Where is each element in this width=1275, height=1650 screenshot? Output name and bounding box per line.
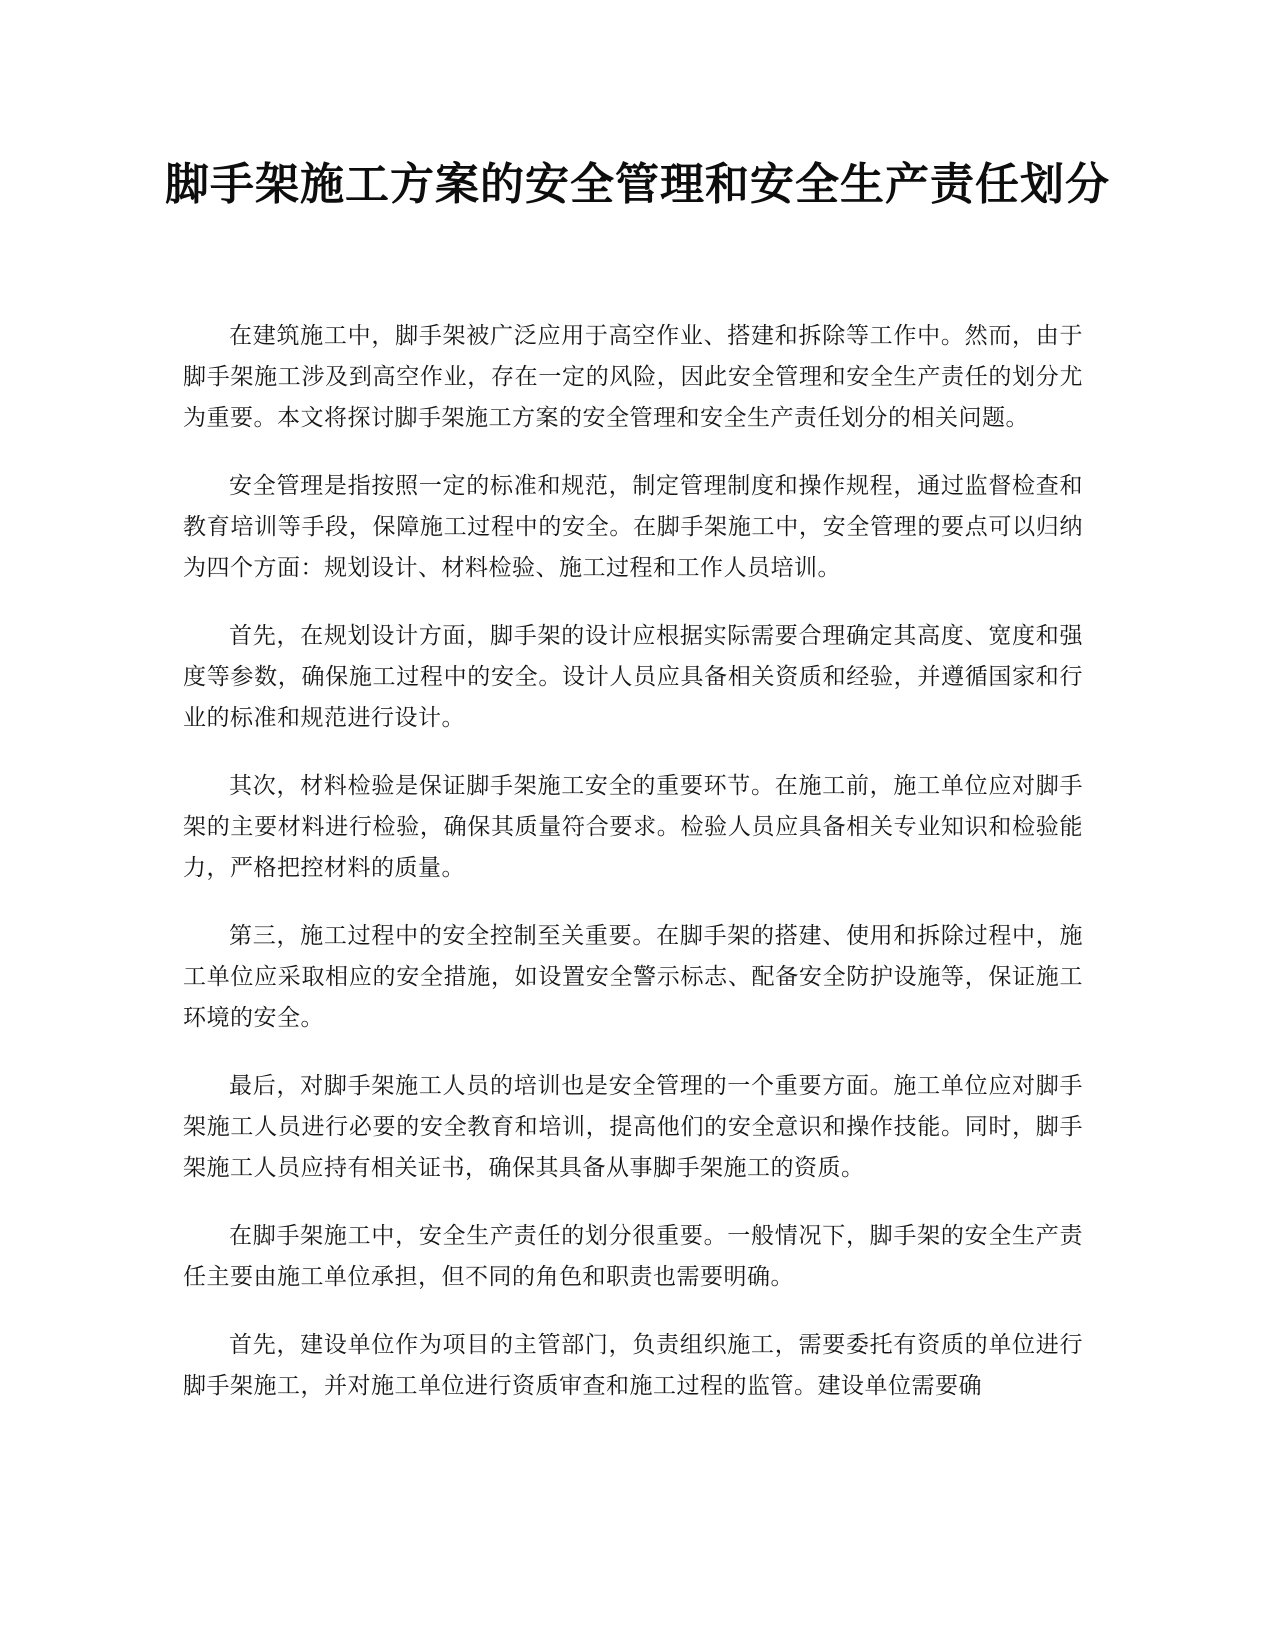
document-body — [183, 316, 1083, 1434]
paragraph-responsibility-division: 在脚手架施工中，安全生产责任的划分很重要。一般情况下，脚手架的安全生产责任主要由施工单位承担，但不同的角色和职责也需要明确。 — [183, 1223, 1083, 1290]
paragraph-worker-training: 最后，对脚手架施工人员的培训也是安全管理的一个重要方面。施工单位应对脚手架施工人员进行必要的安全教育和培训，提高他们的安全意识和操作技能。同时，脚手架施工人员应持有相关证书，确保其具备从事脚手架施工的资质。 — [183, 1073, 1083, 1181]
document-title: 脚手架施工方案的安全管理和安全生产责任划分 — [165, 159, 1110, 210]
paragraph-planning-design: 首先，在规划设计方面，脚手架的设计应根据实际需要合理确定其高度、宽度和强度等参数，确保施工过程中的安全。设计人员应具备相关资质和经验，并遵循国家和行业的标准和规范进行设计。 — [183, 623, 1083, 731]
paragraph-safety-management: 安全管理是指按照一定的标准和规范，制定管理制度和操作规程，通过监督检查和教育培训等手段，保障施工过程中的安全。在脚手架施工中，安全管理的要点可以归纳为四个方面：规划设计、材料检验、施工过程和工作人员培训。 — [183, 473, 1083, 581]
paragraph-intro: 在建筑施工中，脚手架被广泛应用于高空作业、搭建和拆除等工作中。然而，由于脚手架施工涉及到高空作业，存在一定的风险，因此安全管理和安全生产责任的划分尤为重要。本文将探讨脚手架施工方案的安全管理和安全生产责任划分的相关问题。 — [183, 323, 1083, 431]
paragraph-construction-unit-role: 首先，建设单位作为项目的主管部门，负责组织施工，需要委托有资质的单位进行脚手架施工，并对施工单位进行资质审查和施工过程的监管。建设单位需要确 — [183, 1332, 1083, 1399]
paragraph-construction-process: 第三，施工过程中的安全控制至关重要。在脚手架的搭建、使用和拆除过程中，施工单位应采取相应的安全措施，如设置安全警示标志、配备安全防护设施等，保证施工环境的安全。 — [183, 923, 1083, 1031]
paragraph-material-inspection: 其次，材料检验是保证脚手架施工安全的重要环节。在施工前，施工单位应对脚手架的主要材料进行检验，确保其质量符合要求。检验人员应具备相关专业知识和检验能力，严格把控材料的质量。 — [183, 773, 1083, 881]
